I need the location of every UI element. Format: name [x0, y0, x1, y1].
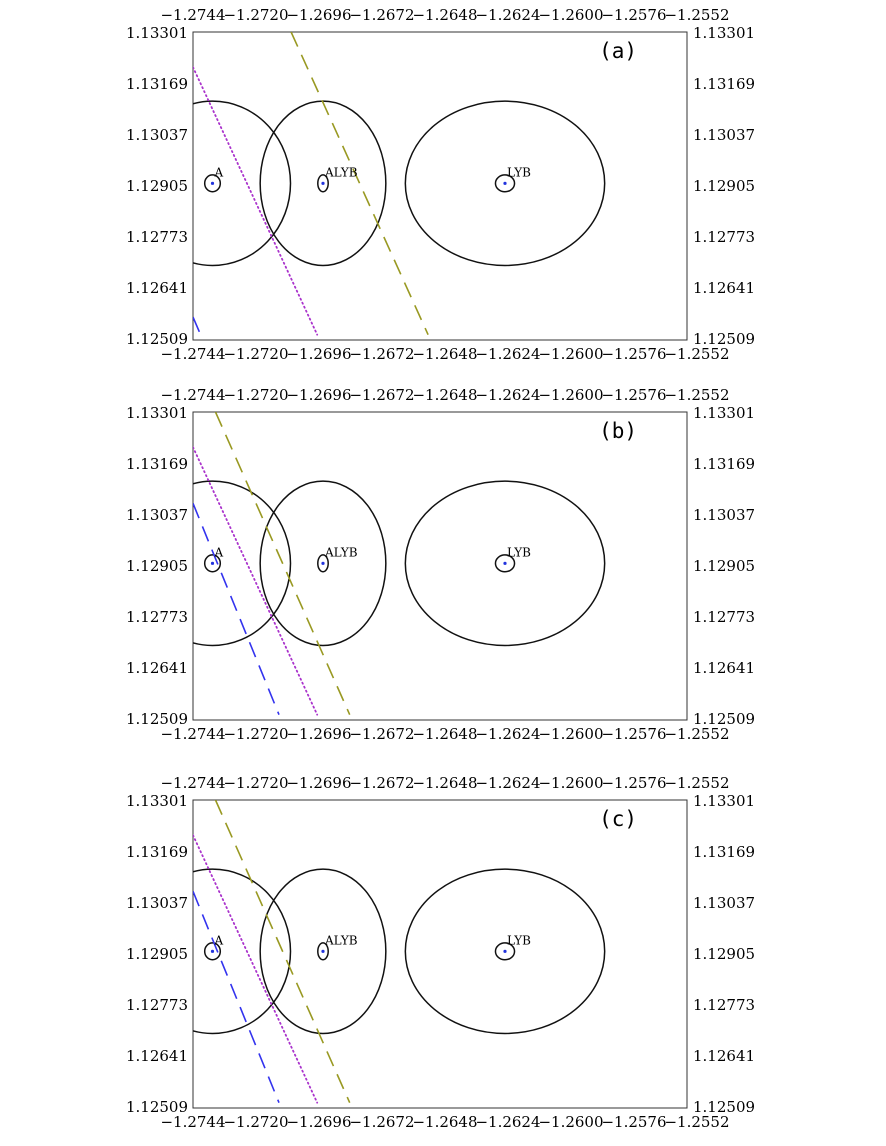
y-tick-left-label: 1.12773: [125, 608, 188, 626]
y-tick-right-label: 1.12509: [693, 710, 756, 728]
y-tick-right-label: 1.12641: [693, 1047, 756, 1065]
point-marker-alyb: [321, 182, 324, 185]
x-tick-top-label: −1.2552: [664, 774, 730, 792]
x-tick-bottom-label: −1.2696: [286, 1113, 352, 1131]
x-tick-bottom-label: −1.2624: [475, 1113, 541, 1131]
y-tick-left-label: 1.12509: [125, 330, 188, 348]
point-label-a: A: [214, 933, 224, 948]
panel-c-tag: (c): [599, 807, 637, 831]
y-tick-right-label: 1.13301: [693, 404, 756, 422]
y-tick-right-label: 1.13037: [693, 506, 756, 524]
x-tick-top-label: −1.2552: [664, 386, 730, 404]
point-marker-lyb: [503, 562, 506, 565]
point-marker-lyb: [503, 182, 506, 185]
series-line-olive-dashed: [291, 32, 428, 335]
series-line-blue-dashed: [193, 891, 279, 1102]
y-tick-left-label: 1.13301: [125, 24, 188, 42]
y-tick-left-label: 1.12905: [125, 945, 188, 963]
panel-a-tag: (a): [599, 39, 637, 63]
y-tick-right-label: 1.12773: [693, 228, 756, 246]
y-tick-right-label: 1.13037: [693, 126, 756, 144]
x-tick-bottom-label: −1.2648: [412, 1113, 478, 1131]
y-tick-right-label: 1.13169: [693, 455, 756, 473]
series-line-blue-dashed: [193, 503, 279, 714]
y-tick-right-label: 1.12773: [693, 996, 756, 1014]
point-label-alyb: ALYB: [325, 933, 358, 948]
y-tick-right-label: 1.12641: [693, 279, 756, 297]
x-tick-top-label: −1.2552: [664, 6, 730, 24]
panel-a-frame: [193, 32, 687, 340]
x-tick-bottom-label: −1.2600: [538, 725, 604, 743]
x-tick-bottom-label: −1.2624: [475, 725, 541, 743]
y-tick-left-label: 1.13037: [125, 506, 188, 524]
point-marker-alyb: [321, 950, 324, 953]
x-tick-top-label: −1.2576: [601, 6, 667, 24]
y-tick-right-label: 1.12773: [693, 608, 756, 626]
x-tick-top-label: −1.2576: [601, 774, 667, 792]
x-tick-top-label: −1.2744: [160, 386, 226, 404]
x-tick-top-label: −1.2648: [412, 6, 478, 24]
x-tick-bottom-label: −1.2672: [349, 1113, 415, 1131]
y-tick-left-label: 1.12509: [125, 1098, 188, 1116]
y-tick-right-label: 1.12905: [693, 945, 756, 963]
y-tick-left-label: 1.13037: [125, 126, 188, 144]
y-tick-left-label: 1.12905: [125, 177, 188, 195]
panel-b-plot-area: [135, 412, 605, 715]
y-tick-right-label: 1.13301: [693, 792, 756, 810]
point-label-lyb: LYB: [507, 545, 531, 560]
y-tick-left-label: 1.13169: [125, 75, 188, 93]
y-tick-left-label: 1.12773: [125, 228, 188, 246]
y-tick-left-label: 1.13037: [125, 894, 188, 912]
x-tick-top-label: −1.2576: [601, 386, 667, 404]
x-tick-top-label: −1.2600: [538, 386, 604, 404]
x-tick-top-label: −1.2648: [412, 386, 478, 404]
y-tick-left-label: 1.12773: [125, 996, 188, 1014]
x-tick-bottom-label: −1.2648: [412, 725, 478, 743]
y-tick-left-label: 1.12641: [125, 1047, 188, 1065]
panel-b-frame: [193, 412, 687, 720]
y-tick-left-label: 1.13169: [125, 843, 188, 861]
x-tick-top-label: −1.2720: [223, 774, 289, 792]
x-tick-bottom-label: −1.2744: [160, 1113, 226, 1131]
y-tick-left-label: 1.12641: [125, 279, 188, 297]
x-tick-bottom-label: −1.2744: [160, 725, 226, 743]
x-tick-top-label: −1.2696: [286, 6, 352, 24]
x-tick-top-label: −1.2648: [412, 774, 478, 792]
y-tick-right-label: 1.12905: [693, 557, 756, 575]
y-tick-left-label: 1.12641: [125, 659, 188, 677]
point-label-alyb: ALYB: [325, 545, 358, 560]
panel-a: [126, 6, 755, 363]
y-tick-right-label: 1.13301: [693, 24, 756, 42]
point-label-lyb: LYB: [507, 165, 531, 180]
y-tick-left-label: 1.13169: [125, 455, 188, 473]
y-tick-left-label: 1.13301: [125, 792, 188, 810]
x-tick-bottom-label: −1.2552: [664, 725, 730, 743]
y-tick-left-label: 1.13301: [125, 404, 188, 422]
y-tick-right-label: 1.13169: [693, 843, 756, 861]
x-tick-top-label: −1.2672: [349, 6, 415, 24]
y-tick-right-label: 1.13037: [693, 894, 756, 912]
x-tick-top-label: −1.2600: [538, 774, 604, 792]
x-tick-bottom-label: −1.2648: [412, 345, 478, 363]
panel-c-plot-area: [135, 800, 605, 1103]
series-line-olive-dashed: [216, 412, 350, 715]
x-tick-top-label: −1.2600: [538, 6, 604, 24]
x-tick-top-label: −1.2624: [475, 774, 541, 792]
series-line-blue-dashed: [193, 317, 201, 335]
x-tick-top-label: −1.2672: [349, 386, 415, 404]
x-tick-top-label: −1.2696: [286, 774, 352, 792]
point-label-alyb: ALYB: [325, 165, 358, 180]
y-tick-right-label: 1.12509: [693, 1098, 756, 1116]
panel-c-frame: [193, 800, 687, 1108]
x-tick-bottom-label: −1.2720: [223, 725, 289, 743]
x-tick-bottom-label: −1.2696: [286, 725, 352, 743]
x-tick-top-label: −1.2720: [223, 6, 289, 24]
point-label-lyb: LYB: [507, 933, 531, 948]
x-tick-bottom-label: −1.2720: [223, 345, 289, 363]
x-tick-bottom-label: −1.2576: [601, 1113, 667, 1131]
point-marker-a: [211, 950, 214, 953]
x-tick-bottom-label: −1.2576: [601, 725, 667, 743]
x-tick-top-label: −1.2672: [349, 774, 415, 792]
point-label-a: A: [214, 545, 224, 560]
x-tick-bottom-label: −1.2696: [286, 345, 352, 363]
y-tick-right-label: 1.12905: [693, 177, 756, 195]
x-tick-bottom-label: −1.2600: [538, 345, 604, 363]
x-tick-top-label: −1.2744: [160, 6, 226, 24]
y-tick-left-label: 1.12905: [125, 557, 188, 575]
x-tick-top-label: −1.2720: [223, 386, 289, 404]
y-tick-left-label: 1.12509: [125, 710, 188, 728]
point-marker-a: [211, 562, 214, 565]
x-tick-bottom-label: −1.2744: [160, 345, 226, 363]
point-marker-alyb: [321, 562, 324, 565]
x-tick-top-label: −1.2624: [475, 6, 541, 24]
panel-b: [126, 386, 755, 743]
panel-c: [126, 774, 755, 1131]
panel-b-tag: (b): [599, 419, 637, 443]
y-tick-right-label: 1.12641: [693, 659, 756, 677]
panel-a-plot-area: [135, 32, 605, 335]
x-tick-bottom-label: −1.2624: [475, 345, 541, 363]
series-line-olive-dashed: [216, 800, 350, 1103]
x-tick-bottom-label: −1.2600: [538, 1113, 604, 1131]
y-tick-right-label: 1.13169: [693, 75, 756, 93]
x-tick-bottom-label: −1.2672: [349, 725, 415, 743]
x-tick-top-label: −1.2744: [160, 774, 226, 792]
x-tick-bottom-label: −1.2720: [223, 1113, 289, 1131]
point-label-a: A: [214, 165, 224, 180]
x-tick-bottom-label: −1.2552: [664, 1113, 730, 1131]
x-tick-top-label: −1.2696: [286, 386, 352, 404]
x-tick-bottom-label: −1.2552: [664, 345, 730, 363]
x-tick-bottom-label: −1.2576: [601, 345, 667, 363]
x-tick-top-label: −1.2624: [475, 386, 541, 404]
y-tick-right-label: 1.12509: [693, 330, 756, 348]
point-marker-lyb: [503, 950, 506, 953]
point-marker-a: [211, 182, 214, 185]
x-tick-bottom-label: −1.2672: [349, 345, 415, 363]
